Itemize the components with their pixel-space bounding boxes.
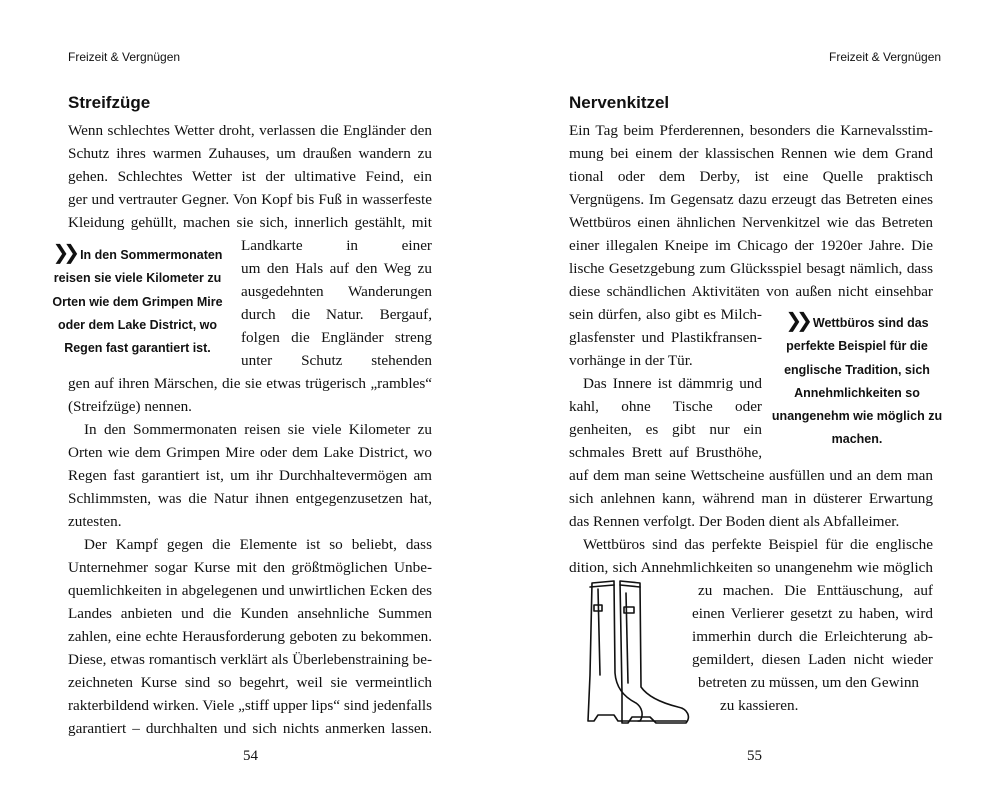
text-line: gehen. Schlechtes Wetter ist der ultimative Feind, ein: [68, 168, 432, 185]
text-line: In den Sommermonaten reisen sie viele Kilometer zu: [84, 421, 432, 438]
double-chevron-icon: ❯❯: [52, 242, 75, 264]
text-line: quemlichkeiten in abgelegenen und unwirtlichen Ecken des: [68, 582, 432, 599]
text-line: unter Schutz stehenden: [241, 352, 432, 369]
text-line: Kleidung gehüllt, machen sie sich, innerlich gestählt, mit: [68, 214, 432, 231]
double-chevron-icon: ❯❯: [785, 310, 807, 332]
text-line: rakterbildend wirken. Viele „stiff upper lips“ sind jedenfalls: [68, 697, 432, 714]
text-line: dition, sich Annehmlichkeiten so unangenehm wie möglich: [569, 559, 933, 576]
text-line: zu kassieren.: [720, 697, 799, 714]
right-pullquote: [771, 310, 943, 452]
text-line: Schlimmsten, was die Natur ihnen entgegenzusetzen hat,: [68, 490, 432, 507]
text-line: immerhin durch die Erleichterung ab-: [692, 628, 933, 645]
text-line: Wettbüros einen ähnlichen Nervenkitzel wie das Betreten: [569, 214, 933, 231]
text-line: (Streifzüge) nennen.: [68, 398, 192, 415]
left-pullquote: [50, 242, 225, 360]
text-line: Wenn schlechtes Wetter droht, verlassen die Engländer den: [68, 122, 432, 139]
text-line: um den Hals auf den Weg zu: [241, 260, 432, 277]
left-section-title: Streifzüge: [68, 93, 151, 112]
text-line: genheiten, es gibt nur ein: [569, 421, 762, 438]
text-line: zu machen. Die Enttäuschung, auf: [698, 582, 933, 599]
text-line: einen Verlierer gesetzt zu haben, wird: [692, 605, 933, 622]
right-page-number: 55: [747, 748, 762, 764]
text-line: Wettbüros sind das perfekte Beispiel für die englische: [583, 536, 933, 553]
text-line: schmales Brett auf Brusthöhe,: [569, 444, 762, 461]
text-line: einer illegalen Kneipe im Chicago der 1920er Jahre. Die: [569, 237, 933, 254]
text-line: tional oder dem Derby, ist eine Quelle praktisch: [569, 168, 933, 185]
text-line: durch die Natur. Bergauf,: [241, 306, 432, 323]
text-line: vorhänge in der Tür.: [569, 352, 693, 369]
text-line: zahlen, eine echte Herausforderung geboten zu bekommen.: [68, 628, 432, 645]
text-line: Unternehmer sogar Kurse mit den größtmöglichen Unbe-: [68, 559, 432, 576]
text-line: Diese, etwas romantisch verklärt als Überlebenstraining be-: [68, 651, 432, 668]
text-line: das Rennen verfolgt. Der Boden dient als Abfalleimer.: [569, 513, 900, 530]
rubber-boots-illustration: [578, 575, 693, 725]
text-line: Landkarte in einer: [241, 237, 432, 254]
text-line: Ein Tag beim Pferderennen, besonders die Karnevalsstim-: [569, 122, 933, 139]
left-page-number: 54: [243, 748, 258, 764]
text-line: Vergnügens. Im Gegensatz dazu erzeugt das Betreten eines: [569, 191, 933, 208]
text-line: garantiert – durchhalten und sich nichts anmerken lassen.: [68, 720, 432, 737]
text-line: diese schändlichen Aktivitäten von außen nicht einsehbar: [569, 283, 933, 300]
text-line: ausgedehnten Wanderungen: [241, 283, 432, 300]
text-line: Schutz ihres warmen Zuhauses, um draußen wandern zu: [68, 145, 432, 162]
text-line: glasfenster und Plastikfransen-: [569, 329, 762, 346]
left-running-head: Freizeit & Vergnügen: [68, 50, 181, 64]
text-line: lische Gesetzgebung zum Glücksspiel besagt nämlich, dass: [569, 260, 933, 277]
right-running-head: Freizeit & Vergnügen: [829, 50, 942, 64]
right-section-title: Nervenkitzel: [569, 93, 670, 112]
left-pullquote-text: In den Sommermonaten reisen sie viele Kilometer zu Orten wie dem Grimpen Mire oder dem Lake District, wo Regen fast garantiert ist.: [52, 248, 223, 356]
text-line: Orten wie dem Grimpen Mire oder dem Lake District, wo: [68, 444, 432, 461]
text-line: zutesten.: [68, 513, 122, 530]
text-line: zeichneten Kurse sind so begehrt, weil sie vermeintlich: [68, 674, 432, 691]
text-line: auf dem man seine Wettscheine ausfüllen und an dem man: [569, 467, 933, 484]
text-line: kahl, ohne Tische oder: [569, 398, 762, 415]
text-line: betreten zu müssen, um den Gewinn: [698, 674, 920, 691]
text-line: gemildert, diesen Laden nicht wieder: [692, 651, 933, 668]
text-line: gen auf ihren Märschen, die sie etwas trügerisch „rambles“: [68, 375, 432, 392]
text-line: Der Kampf gegen die Elemente ist so beliebt, dass: [84, 536, 432, 553]
text-line: mung bei einem der klassischen Rennen wie dem Grand: [569, 145, 933, 162]
text-line: sich anlehnen kann, während man in düsterer Erwartung: [569, 490, 933, 507]
text-line: Das Innere ist dämmrig und: [583, 375, 762, 392]
text-line: sein dürfen, also gibt es Milch-: [569, 306, 762, 323]
text-line: folgen die Engländer streng: [241, 329, 432, 346]
text-line: Landes anbieten und die Kunden ansehnliche Summen: [68, 605, 432, 622]
right-pullquote-text: Wettbüros sind das perfekte Beispiel für die englische Tradition, sich Annehmlichkeiten so unangenehm wie möglich zu machen.: [771, 316, 943, 447]
text-line: Regen fast garantiert ist, um ihr Durchhaltevermögen am: [68, 467, 432, 484]
text-line: ger und vertrauter Gegner. Von Kopf bis Fuß in wasserfeste: [68, 191, 432, 208]
